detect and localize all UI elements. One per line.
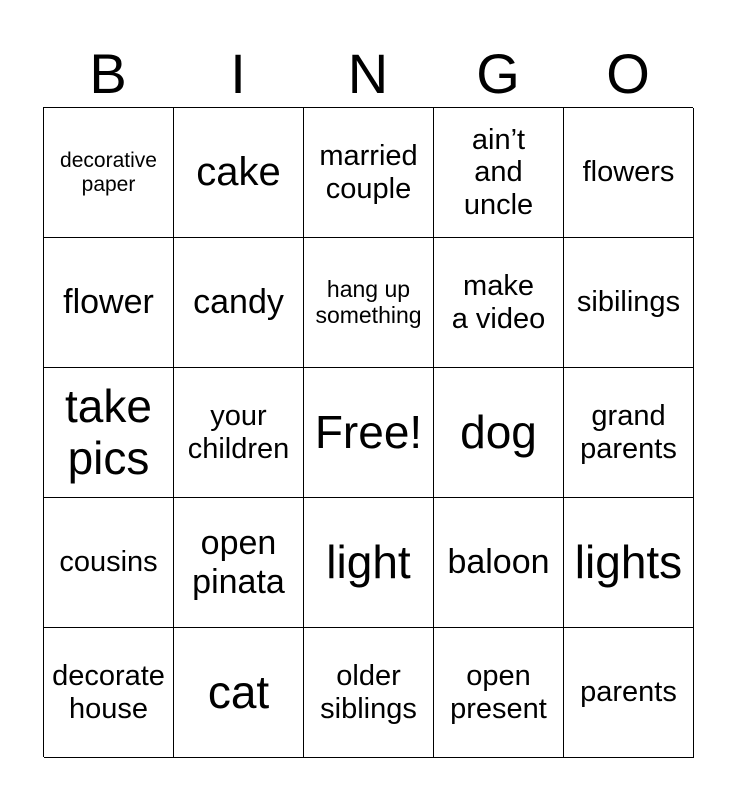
bingo-cell[interactable]	[564, 238, 694, 368]
cell-text: open pinata	[192, 524, 285, 601]
cell-text: open present	[450, 660, 547, 725]
cell-text: decorate house	[52, 660, 165, 725]
cell-text: hang up something	[315, 275, 422, 328]
cell-text: grand parents	[580, 400, 677, 465]
bingo-cell[interactable]	[174, 498, 304, 628]
cell-text: your children	[187, 400, 290, 465]
header-letter-o: O	[606, 42, 650, 105]
cell-text: make a video	[451, 270, 546, 335]
header-letter-n: N	[347, 42, 389, 105]
bingo-cell[interactable]	[564, 108, 694, 238]
cell-text: older siblings	[320, 660, 417, 725]
cell-text: ain’t and uncle	[463, 123, 534, 221]
bingo-cell[interactable]	[564, 368, 694, 498]
bingo-cell[interactable]	[564, 628, 694, 758]
bingo-cell[interactable]	[434, 368, 564, 498]
bingo-cell[interactable]	[564, 498, 694, 628]
cell-text: light	[326, 535, 411, 588]
header-letter-b: B	[89, 42, 127, 105]
bingo-cell[interactable]	[174, 108, 304, 238]
bingo-cell[interactable]	[304, 498, 434, 628]
cell-text: take pics	[65, 379, 152, 484]
bingo-cell[interactable]	[434, 108, 564, 238]
bingo-cell[interactable]	[434, 628, 564, 758]
bingo-cell[interactable]	[44, 498, 174, 628]
cell-text: sibilings	[576, 286, 681, 319]
bingo-cell[interactable]	[434, 238, 564, 368]
bingo-cell[interactable]	[434, 498, 564, 628]
bingo-header	[43, 40, 693, 108]
bingo-cell[interactable]	[304, 108, 434, 238]
cell-text: flowers	[582, 156, 675, 189]
cell-text: decorative paper	[60, 148, 157, 196]
bingo-cell[interactable]	[174, 628, 304, 758]
cell-text: cousins	[59, 546, 158, 579]
bingo-cell[interactable]	[44, 628, 174, 758]
cell-text: parents	[580, 676, 677, 709]
cell-text: cake	[196, 150, 281, 195]
cell-text: dog	[460, 405, 537, 458]
cell-text: baloon	[447, 543, 550, 582]
cell-text: flower	[63, 283, 154, 322]
bingo-cell[interactable]	[174, 368, 304, 498]
bingo-cell[interactable]	[304, 238, 434, 368]
cell-text: candy	[193, 283, 284, 322]
cell-text: lights	[574, 535, 683, 588]
bingo-cell[interactable]	[44, 108, 174, 238]
bingo-cell[interactable]	[44, 238, 174, 368]
cell-text: Free!	[314, 405, 423, 458]
header-letter-g: G	[476, 42, 520, 105]
bingo-grid	[43, 107, 693, 757]
bingo-cell[interactable]	[44, 368, 174, 498]
cell-text: married couple	[319, 140, 418, 205]
bingo-cell[interactable]	[304, 628, 434, 758]
bingo-cell[interactable]	[304, 368, 434, 498]
header-letter-i: I	[230, 42, 246, 105]
cell-text: cat	[207, 665, 270, 718]
bingo-cell[interactable]	[174, 238, 304, 368]
